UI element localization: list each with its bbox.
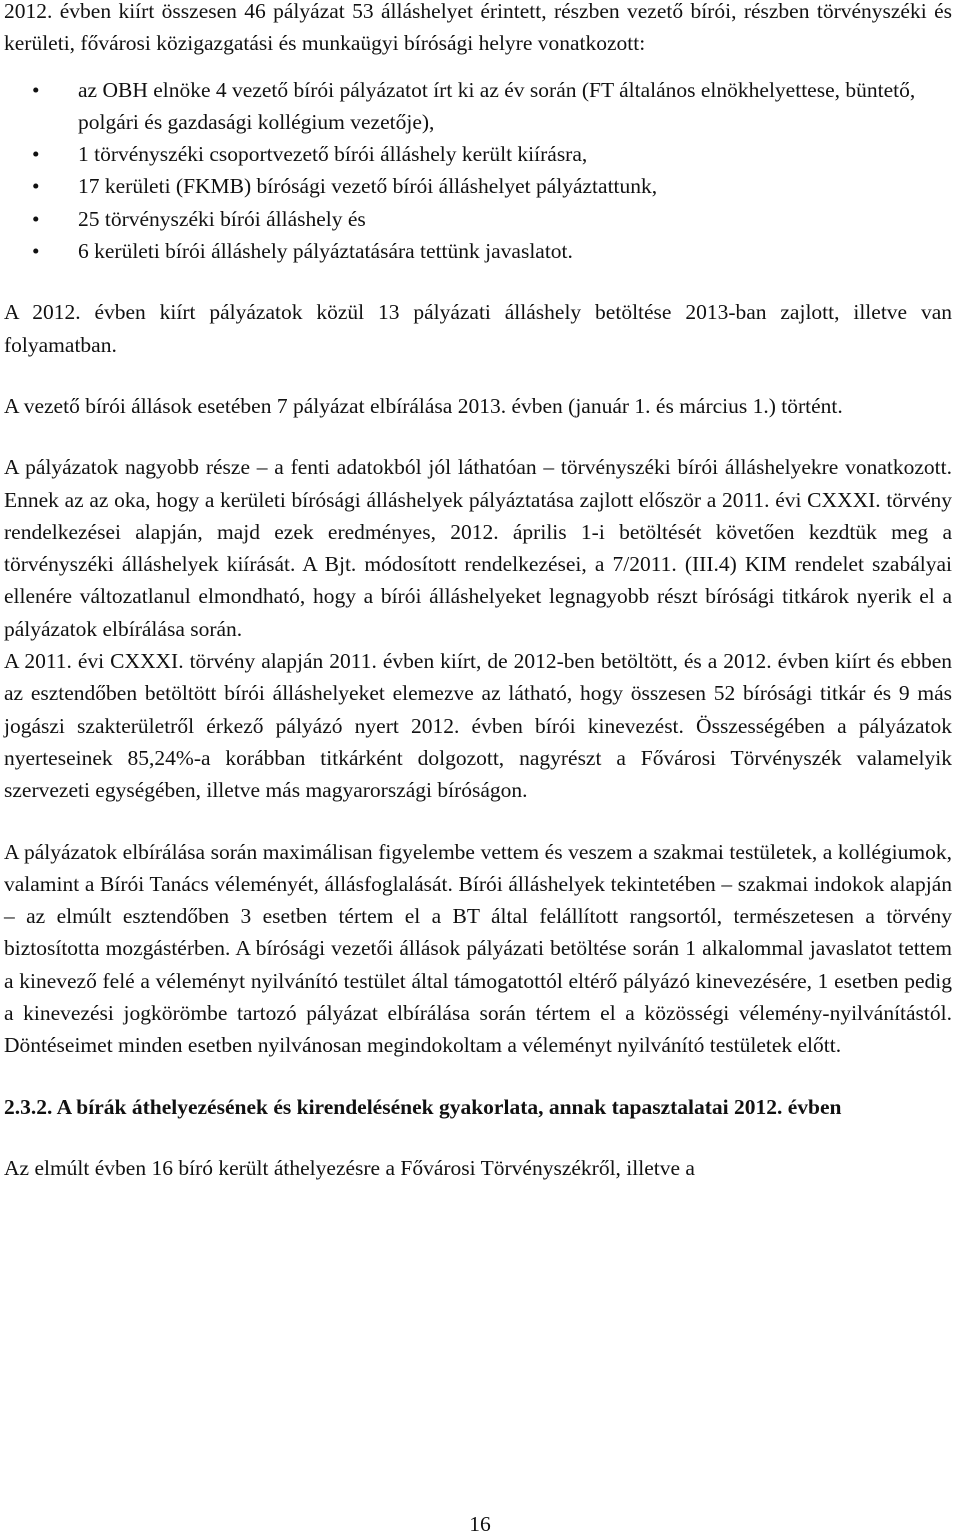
list-item — [4, 235, 952, 267]
paragraph-transfers: Az elmúlt évben 16 bíró került áthelyezésre a Fővárosi Törvényszékről, illetve a — [4, 1155, 695, 1180]
paragraph-leader-positions: A vezető bírói állások esetében 7 pályázat elbírálása 2013. évben (január 1. és március 1.) történt. — [4, 393, 843, 418]
bullet-marker: • — [32, 77, 40, 102]
bullet-marker: • — [32, 174, 40, 199]
page-number: 16 — [469, 1512, 491, 1536]
paragraph-tribunal-positions: A pályázatok nagyobb része – a fenti adatokból jól láthatóan – törvényszéki bírói álláshelyekre vonatkozott. Ennek az az oka, hogy a kerületi bírósági álláshelyek pályáztatása zajlott először a 2011. évi CXXXI. törvény rendelkezései alapján, majd ezek eredményes, 2012. április 1-i betöltését követően kezdtük meg a törvényszéki álláshelyek kiírását. A Bjt. módosított rendelkezései, a 7/2011. (III.4) KIM rendelet szabályai ellenére változatlanul elmondható, hogy a bírói álláshelyeket legnagyobb részt bírósági titkárok nyerik el a pályázatok elbírálása során. — [4, 455, 952, 641]
list-item — [4, 74, 952, 139]
bullet-marker: • — [32, 239, 40, 264]
list-item-text: 25 törvényszéki bírói álláshely és — [78, 206, 366, 231]
paragraph-2013-vacancies: A 2012. évben kiírt pályázatok közül 13 pályázati álláshely betöltése 2013-ban zajlott, illetve van folyamatban. — [4, 300, 952, 357]
bullet-marker: • — [32, 206, 40, 231]
paragraph-appointment-statistics: A 2011. évi CXXXI. törvény alapján 2011. évben kiírt, de 2012-ben betöltött, és a 2012. évben kiírt és ebben az esztendőben betöltött bírói álláshelyeket elemezve az látható, hogy összesen 52 bírósági titkár és 9 más jogászi szakterületről érkező pályázó nyert 2012. évben bírói kinevezést. Összességében a pályázatok nyerteseinek 85,24%-a korábban titkárként dolgozott, nagyrészt a Fővárosi Törvényszék valamelyik szervezeti egységében, illetve más magyarországi bíróságon. — [4, 649, 952, 803]
intro-paragraph: 2012. évben kiírt összesen 46 pályázat 53 álláshelyet érintett, részben vezető bírói, részben törvényszéki és kerületi, fővárosi közigazgatási és munkaügyi bírósági helyre vonatkozott: — [4, 0, 952, 56]
list-item — [4, 203, 952, 235]
list-item — [4, 138, 952, 170]
section-heading: 2.3.2. A bírák áthelyezésének és kirendelésének gyakorlata, annak tapasztalatai 2012. évben — [4, 1094, 842, 1119]
list-item-text: 6 kerületi bírói álláshely pályáztatására tettünk javaslatot. — [78, 239, 573, 264]
list-item-text: 1 törvényszéki csoportvezető bírói álláshely került kiírásra, — [78, 142, 588, 167]
paragraph-evaluation-practice: A pályázatok elbírálása során maximálisan figyelembe vettem és veszem a szakmai testületek, a kollégiumok, valamint a Bírói Tanács véleményét, állásfoglalását. Bírói álláshelyek tekintetében – szakmai indokok alapján – az elmúlt esztendőben 3 esetben tértem el a BT által felállított rangsortól, természetesen a törvény biztosította mozgástérben. A bírósági vezetői állások pályázati betöltése során 1 alkalommal javaslatot tettem a kinevező felé a véleményt nyilvánító testület által támogatottól eltérő pályázó kinevezésére, 1 esetben pedig a kinevezési jogkörömbe tartozó pályázat elbírálása során tértem el a közösségi vélemény-nyilvánítástól. Döntéseimet minden esetben nyilvánosan megindokoltam a véleményt nyilvánító testületek előtt. — [4, 839, 952, 1058]
bullet-marker: • — [32, 142, 40, 167]
list-item-text: az OBH elnöke 4 vezető bírói pályázatot írt ki az év során (FT általános elnökhelyettese, büntető, polgári és gazdasági kollégium vezetője), — [78, 77, 916, 134]
page-content — [4, 0, 952, 1184]
list-item-text: 17 kerületi (FKMB) bírósági vezető bírói álláshelyet pályáztattunk, — [78, 174, 658, 199]
vacancy-bullet-list — [4, 74, 952, 268]
list-item — [4, 170, 952, 202]
